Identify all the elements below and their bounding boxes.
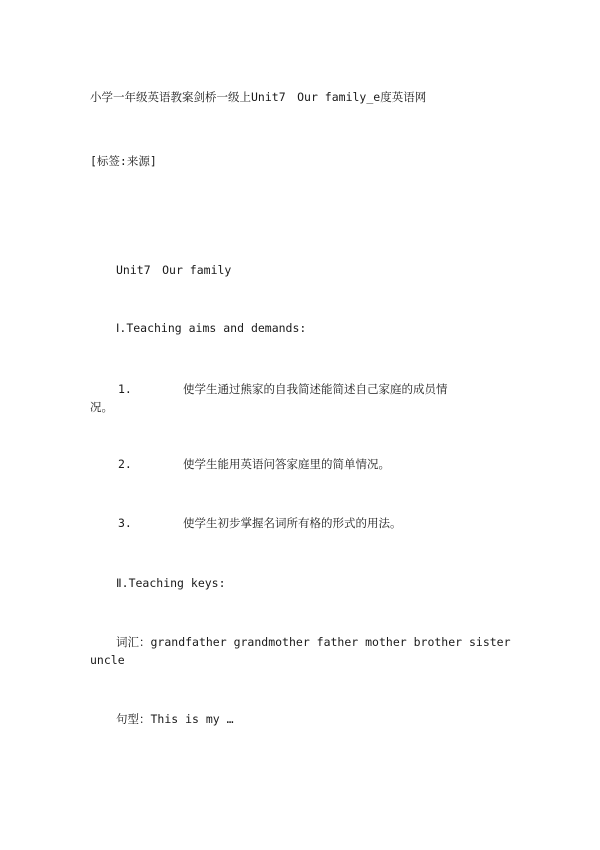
document-title: 小学一年级英语教案剑桥一级上Unit7 Our family_e度英语网 — [90, 90, 427, 104]
tag-label: [标签:来源] — [90, 154, 157, 168]
sentence-pattern: 句型：This is my … — [116, 712, 234, 726]
list-item-number: 1. — [118, 382, 132, 396]
vocabulary-line-continued: uncle — [90, 653, 125, 667]
section-keys-heading: Ⅱ.Teaching keys: — [116, 576, 226, 590]
list-item-number: 2. — [118, 457, 132, 471]
section-aims-heading: Ⅰ.Teaching aims and demands: — [116, 321, 307, 335]
list-item-text: 使学生能用英语问答家庭里的简单情况。 — [183, 457, 390, 471]
vocabulary-line: 词汇：grandfather grandmother father mother brother sister — [116, 635, 511, 649]
list-item-text: 使学生通过熊家的自我简述能简述自己家庭的成员情 — [183, 382, 448, 396]
list-item-text-continued: 况。 — [90, 400, 113, 414]
list-item-text: 使学生初步掌握名词所有格的形式的用法。 — [183, 516, 402, 530]
unit-heading: Unit7 Our family — [116, 263, 232, 277]
list-item-number: 3. — [118, 516, 132, 530]
